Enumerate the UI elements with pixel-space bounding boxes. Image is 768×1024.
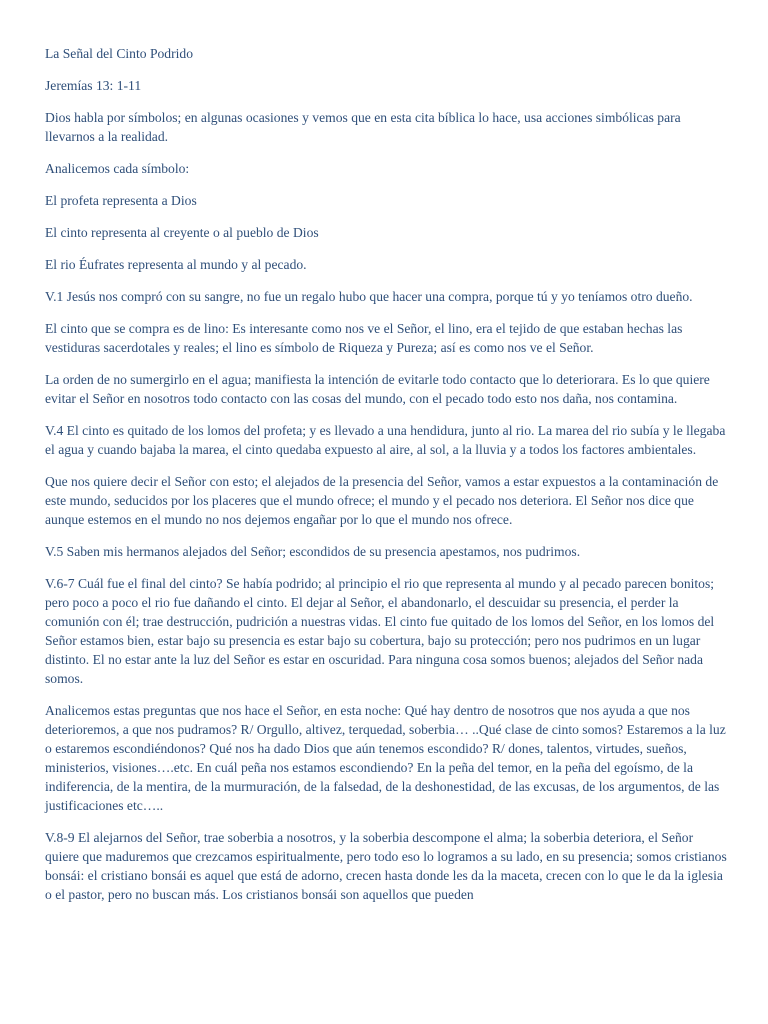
paragraph: Que nos quiere decir el Señor con esto; el alejados de la presencia del Señor, vamos a estar expuestos a la contaminación de este mundo, seducidos por los placeres que el mundo ofrece; el mundo y el pecado nos deteriora. El Señor nos dice que aunque estemos en el mundo no nos dejemos engañar por lo que el mundo nos ofrece. <box>45 474 719 527</box>
paragraph: Analicemos cada símbolo: <box>45 161 190 176</box>
document-title: La Señal del Cinto Podrido <box>45 46 194 61</box>
paragraph: La orden de no sumergirlo en el agua; manifiesta la intención de evitarle todo contacto que lo deteriorara. Es lo que quiere evitar el Señor en nosotros todo contacto con las cosas del mundo, con el pecado todo esto nos daña, nos contamina. <box>45 372 710 406</box>
paragraph: El rio Éufrates representa al mundo y al pecado. <box>45 257 307 272</box>
paragraph: V.1 Jesús nos compró con su sangre, no fue un regalo hubo que hacer una compra, porque tú y yo teníamos otro dueño. <box>45 289 693 304</box>
paragraph: V.8-9 El alejarnos del Señor, trae soberbia a nosotros, y la soberbia descompone el alma; la soberbia deteriora, el Señor quiere que maduremos que crezcamos espiritualmente, pero todo eso lo logramos a su lado, en su presencia; somos cristianos bonsái: el cristiano bonsái es aquel que está de adorno, crecen hasta donde les da la maceta, crecen con lo que le da la iglesia o el pastor, pero no buscan más. Los cristianos bonsái son aquellos que pueden <box>45 830 727 902</box>
paragraph: V.6-7 Cuál fue el final del cinto? Se había podrido; al principio el rio que representa al mundo y al pecado parecen bonitos; pero poco a poco el rio fue dañando el cinto. El dejar al Señor, el abandonarlo, el descuidar su presencia, el perder la comunión con él; trae destrucción, pudrición a nuestras vidas. El cinto fue quitado de los lomos del Señor, en los lomos del Señor estamos bien, estar bajo su presencia es estar bajo su cobertura, bajo su protección; pero nos pudrimos en un lugar distinto. El no estar ante la luz del Señor es estar en oscuridad. Para ninguna cosa somos buenos; alejados del Señor nada somos. <box>45 576 715 686</box>
paragraph: El profeta representa a Dios <box>45 193 197 208</box>
paragraph: Analicemos estas preguntas que nos hace el Señor, en esta noche: Qué hay dentro de nosotros que nos ayuda a que nos deterioremos, a que nos pudramos? R/ Orgullo, altivez, terquedad, soberbia… ..Qué clase de cinto somos? Estaremos a la luz o estaremos escondiéndonos? Qué nos ha dado Dios que aún tenemos escondido? R/ dones, talentos, virtudes, sueños, ministerios, visiones….etc. En cuál peña nos estamos escondiendo? En la peña del temor, en la peña del egoísmo, de la indiferencia, de la mentira, de la murmuración, de la falsedad, de la deshonestidad, de las excusas, de los argumentos, de las justificaciones etc….. <box>45 703 726 813</box>
paragraph: El cinto que se compra es de lino: Es interesante como nos ve el Señor, el lino, era el tejido de que estaban hechas las vestiduras sacerdotales y reales; el lino es símbolo de Riqueza y Pureza; así es como nos ve el Señor. <box>45 321 683 355</box>
paragraph: V.4 El cinto es quitado de los lomos del profeta; y es llevado a una hendidura, junto al rio. La marea del rio subía y le llegaba el agua y cuando bajaba la marea, el cinto quedaba expuesto al aire, al sol, a la lluvia y a todos los factores ambientales. <box>45 423 726 457</box>
scripture-reference: Jeremías 13: 1-11 <box>45 78 142 93</box>
paragraph: V.5 Saben mis hermanos alejados del Señor; escondidos de su presencia apestamos, nos pudrimos. <box>45 544 581 559</box>
paragraph: Dios habla por símbolos; en algunas ocasiones y vemos que en esta cita bíblica lo hace, usa acciones simbólicas para llevarnos a la realidad. <box>45 110 681 144</box>
paragraph: El cinto representa al creyente o al pueblo de Dios <box>45 225 319 240</box>
